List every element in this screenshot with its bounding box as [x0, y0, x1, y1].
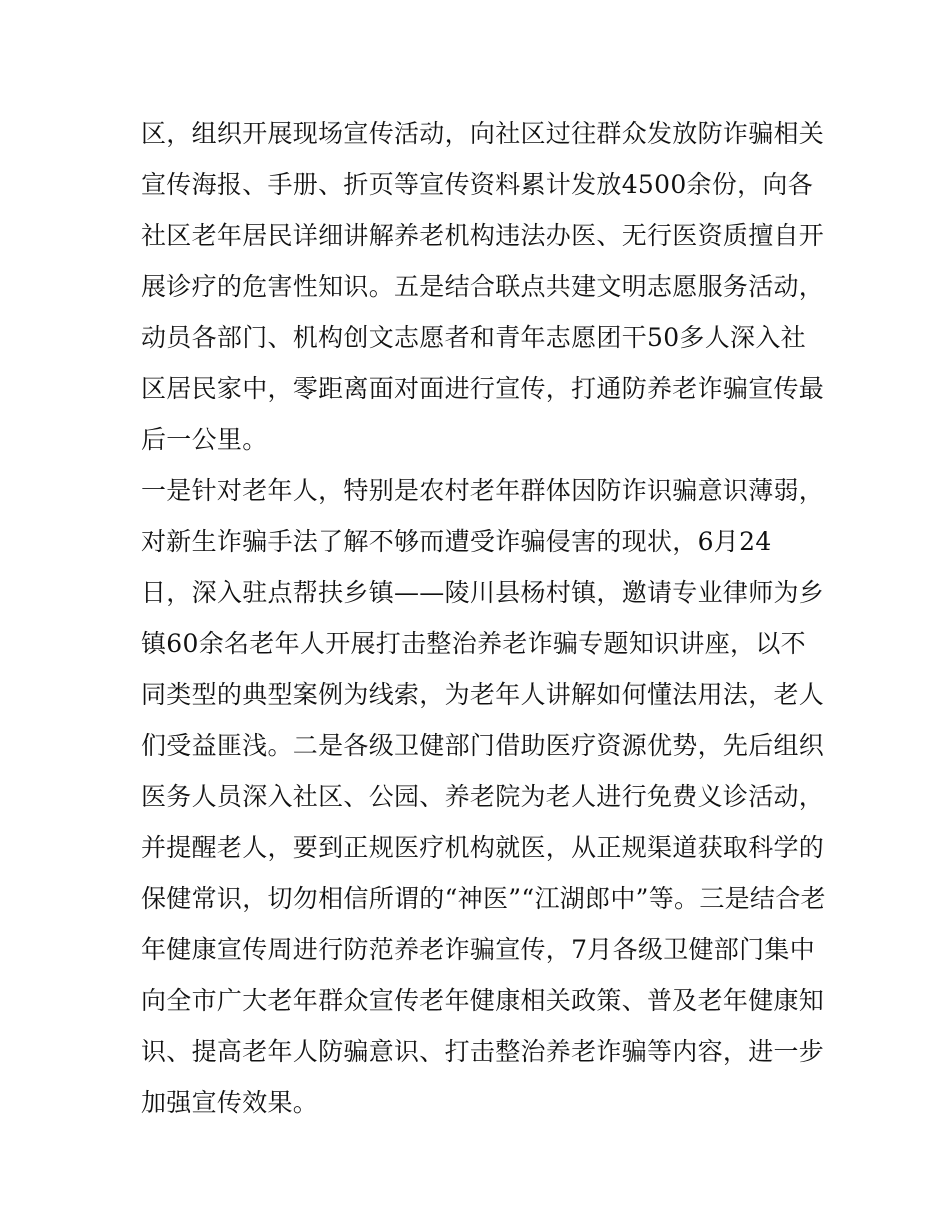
text-line: 医务人员深入社区、公园、养老院为老人进行免费义诊活动， [141, 782, 825, 811]
text-line: 后一公里。 [141, 425, 268, 454]
text-line: 加强宣传效果。 [141, 1088, 319, 1117]
text-line: 动员各部门、机构创文志愿者和青年志愿团干50多人深入社 [141, 323, 806, 352]
text-line: 社区老年居民详细讲解养老机构违法办医、无行医资质擅自开 [141, 221, 825, 250]
text-line: 一是针对老年人，特别是农村老年群体因防诈识骗意识薄弱， [141, 476, 825, 505]
text-line: 识、提高老年人防骗意识、打击整治养老诈骗等内容，进一步 [141, 1037, 825, 1066]
text-line: 宣传海报、手册、折页等宣传资料累计发放4500余份，向各 [141, 170, 814, 199]
text-line: 镇60余名老年人开展打击整治养老诈骗专题知识讲座，以不 [141, 629, 806, 658]
text-line: 展诊疗的危害性知识。五是结合联点共建文明志愿服务活动， [141, 272, 825, 301]
text-line: 并提醒老人，要到正规医疗机构就医，从正规渠道获取科学的 [141, 833, 825, 862]
text-line: 日，深入驻点帮扶乡镇——陵川县杨村镇，邀请专业律师为乡 [141, 578, 825, 607]
body-text [141, 108, 831, 1128]
text-line: 区居民家中，零距离面对面进行宣传，打通防养老诈骗宣传最 [141, 374, 825, 403]
text-line: 同类型的典型案例为线索，为老年人讲解如何懂法用法，老人 [141, 680, 825, 709]
text-line: 对新生诈骗手法了解不够而遭受诈骗侵害的现状，6月24 [141, 527, 772, 556]
text-line: 区，组织开展现场宣传活动，向社区过往群众发放防诈骗相关 [141, 119, 825, 148]
text-line: 保健常识，切勿相信所谓的“神医”“江湖郎中”等。三是结合老 [141, 884, 826, 913]
text-line: 年健康宣传周进行防范养老诈骗宣传，7月各级卫健部门集中 [141, 935, 816, 964]
text-line: 向全市广大老年群众宣传老年健康相关政策、普及老年健康知 [141, 986, 825, 1015]
text-line: 们受益匪浅。二是各级卫健部门借助医疗资源优势，先后组织 [141, 731, 825, 760]
